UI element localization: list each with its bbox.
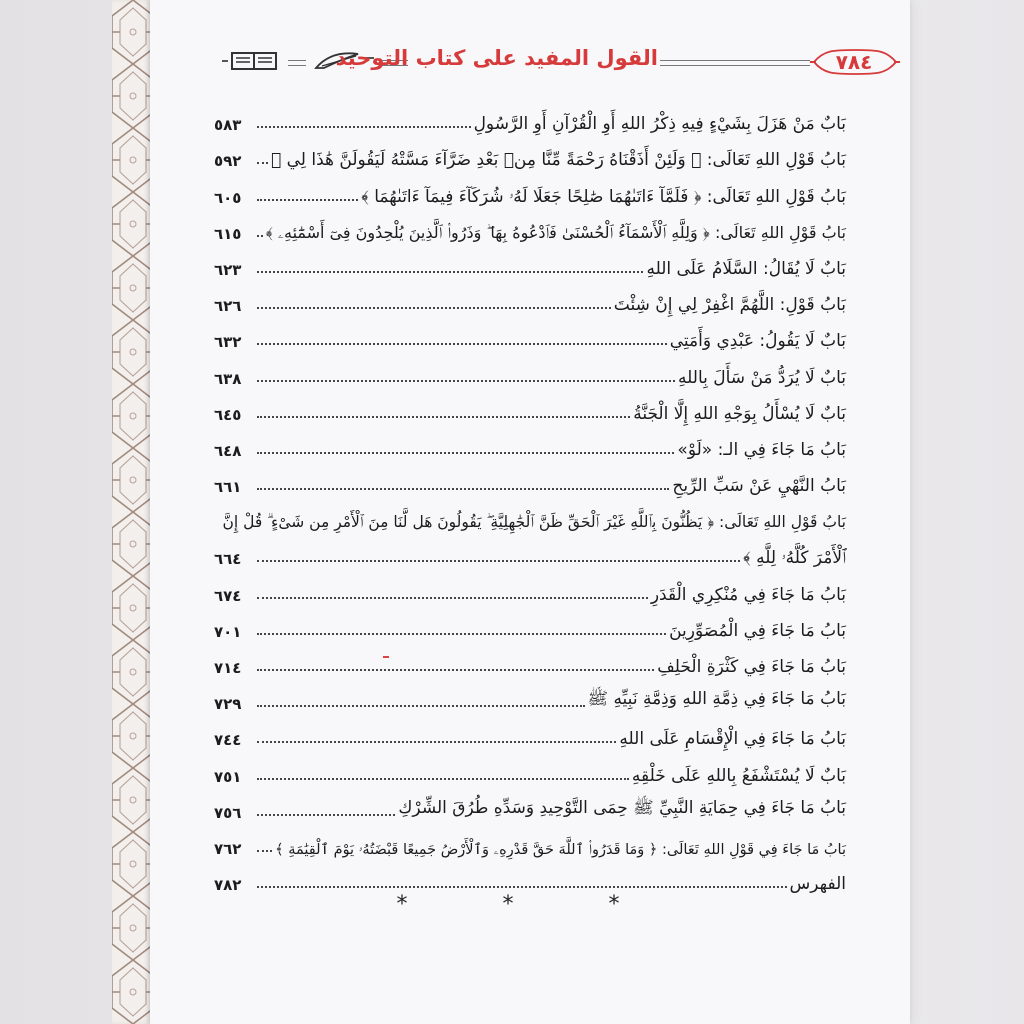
toc-entry-page: ٦٢٦ xyxy=(214,297,242,316)
page-number: ٧٨٤ xyxy=(835,50,873,74)
toc-entry-page: ٧٨٢ xyxy=(214,876,242,895)
toc-entry-page: ٦٠٥ xyxy=(214,188,242,207)
dot-leader xyxy=(257,704,585,707)
toc-entry xyxy=(214,460,846,496)
toc-entry-page: ٥٩٢ xyxy=(214,152,242,171)
toc-entry-title: بَابُ مَا جَاءَ فِي قَوْلِ اللهِ تَعَالَى: ﴿ وَمَا قَدَرُوا۟ ٱللَّهَ حَقَّ قَدْرِهِۦ وَٱلْأَرْضُ جَمِيعًا قَبْضَتُهُۥ يَوْمَ ٱلْقِيَٰمَةِ ﴾ xyxy=(275,841,846,858)
page-number-badge xyxy=(810,48,900,76)
toc-entry-title: بَابُ قَوْلِ اللهِ تَعَالَى: ﴿ يَظُنُّونَ بِٱللَّهِ غَيْرَ ٱلْحَقِّ ظَنَّ ٱلْجَٰهِلِيَّةِ ۖ يَقُولُونَ هَل لَّنَا مِنَ ٱلْأَمْرِ مِن شَىْءٍ ۗ قُلْ إِنَّ xyxy=(222,513,846,532)
toc-entry xyxy=(214,279,846,315)
toc-entry xyxy=(214,822,846,858)
header-rule-left xyxy=(288,60,306,66)
toc-entry xyxy=(214,424,846,460)
dot-leader xyxy=(257,451,674,454)
toc-entry xyxy=(214,605,846,641)
toc-entry-page: ٦٦١ xyxy=(214,478,242,497)
dot-leader xyxy=(257,596,648,599)
toc-entry-title: بَابٌ لَا يَقُولُ: عَبْدِي وَأَمَتِي xyxy=(669,331,846,352)
table-of-contents xyxy=(214,98,846,894)
toc-entry-page: ٧٦٢ xyxy=(214,839,242,858)
toc-entry xyxy=(214,315,846,351)
toc-entry xyxy=(214,677,846,713)
toc-entry xyxy=(214,568,846,604)
dot-leader xyxy=(257,559,740,562)
toc-entry-page: ٧٥٦ xyxy=(214,803,242,822)
dot-leader xyxy=(257,849,272,852)
toc-entry-title: بَابُ مَا جَاءَ فِي كَثْرَةِ الْحَلِفِ xyxy=(657,657,846,677)
dot-leader xyxy=(257,198,358,201)
toc-entry xyxy=(214,496,846,532)
dot-leader xyxy=(257,342,667,345)
toc-entry-page: ٦٦٤ xyxy=(214,550,242,569)
dot-leader xyxy=(257,668,654,671)
toc-entry-page: ٦٤٨ xyxy=(214,441,242,460)
dot-leader xyxy=(257,234,263,237)
dot-leader xyxy=(257,379,675,382)
toc-entry-title: بَابُ قَوْلِ اللهِ تَعَالَى: ﴿ فَلَمَّآ ءَاتَىٰهُمَا صَٰلِحًا جَعَلَا لَهُۥ شُرَكَآءَ فِيمَآ ءَاتَىٰهُمَا ﴾ xyxy=(361,186,846,207)
geometric-pattern-icon xyxy=(112,0,154,1024)
toc-entry-title: بَابُ مَا جَاءَ فِي الْإِقْسَامِ عَلَى اللهِ xyxy=(619,729,846,750)
toc-entry-title: بَابٌ مَنْ هَزَلَ بِشَيْءٍ فِيهِ ذِكْرُ اللهِ أَوِ الْقُرْآنِ أَوِ الرَّسُولِ xyxy=(473,114,846,135)
toc-entry xyxy=(214,532,846,568)
toc-entry-title: بَابُ مَا جَاءَ فِي الـ: «لَوْ» xyxy=(677,439,846,460)
toc-entry-page: ٦٢٣ xyxy=(214,260,242,279)
toc-entry-page: ٧٠١ xyxy=(214,622,242,641)
toc-entry-title: بَابُ قَوْلِ: اللَّهُمَّ اغْفِرْ لِي إِنْ شِئْتَ xyxy=(613,295,846,316)
dot-leader xyxy=(257,813,395,816)
toc-entry-title: بَابٌ لَا يُسْتَشْفَعُ بِاللهِ عَلَى خَلْقِهِ xyxy=(631,765,846,786)
dot-leader xyxy=(257,740,616,743)
toc-entry xyxy=(214,713,846,749)
toc-entry-title: بَابٌ لَا يُسْأَلُ بِوَجْهِ اللهِ إِلَّا الْجَنَّةُ xyxy=(633,403,846,424)
toc-entry-title: بَابُ قَوْلِ اللهِ تَعَالَى: ﴿ وَلَئِنْ أَذَقْنَاهُ رَحْمَةً مِّنَّا مِنۢ بَعْدِ ضَرَّآءَ مَسَّتْهُ لَيَقُولَنَّ هَٰذَا لِي ﴾ xyxy=(271,150,846,171)
toc-entry-title: بَابٌ لَا يُرَدُّ مَنْ سَأَلَ بِاللهِ xyxy=(678,367,846,388)
toc-entry-title: ٱلْأَمْرَ كُلَّهُۥ لِلَّهِ ﴾ xyxy=(743,548,846,569)
toc-entry xyxy=(214,351,846,387)
toc-entry xyxy=(214,786,846,822)
toc-entry xyxy=(214,388,846,424)
toc-entry xyxy=(214,98,846,134)
toc-entry-title: بَابُ مَا جَاءَ فِي حِمَايَةِ النَّبِيِّ ﷺ حِمَى التَّوْحِيدِ وَسَدِّهِ طُرُقَ الشِّرْكِ xyxy=(398,797,846,818)
toc-entry-title: الفهرس xyxy=(789,874,846,895)
header-rule-right xyxy=(660,60,810,66)
dot-leader xyxy=(257,632,666,635)
toc-entry-page: ٦٣٢ xyxy=(214,333,242,352)
book-page xyxy=(150,0,910,1024)
page-header xyxy=(220,44,873,80)
toc-entry-page: ٧٤٤ xyxy=(214,731,242,750)
toc-entry-page: ٦٤٥ xyxy=(214,405,242,424)
dot-leader xyxy=(257,415,630,418)
book-spine-pattern xyxy=(112,0,154,1024)
toc-entry xyxy=(214,243,846,279)
toc-entry-page: ٧٢٩ xyxy=(214,695,242,714)
toc-entry xyxy=(214,207,846,243)
toc-entry xyxy=(214,170,846,206)
toc-entry-page: ٦١٥ xyxy=(214,224,242,243)
toc-entry-page: ٧٥١ xyxy=(214,767,242,786)
toc-entry-title: بَابُ مَا جَاءَ فِي مُنْكِرِي الْقَدَرِ xyxy=(650,584,846,605)
dot-leader xyxy=(257,270,643,273)
toc-entry-page: ٥٨٣ xyxy=(214,116,242,135)
dot-leader xyxy=(257,487,669,490)
toc-entry-title: بَابُ مَا جَاءَ فِي ذِمَّةِ اللهِ وَذِمَّةِ نَبِيِّهِ ﷺ xyxy=(587,689,846,710)
dot-leader xyxy=(257,777,629,780)
toc-entry-title: بَابُ النَّهْيِ عَنْ سَبِّ الرِّيحِ xyxy=(672,476,846,497)
toc-entry xyxy=(214,641,846,677)
toc-entry xyxy=(214,134,846,170)
toc-entry-page: ٦٣٨ xyxy=(214,369,242,388)
toc-entry-page: ٧١٤ xyxy=(214,659,242,677)
toc-entry-title: بَابُ مَا جَاءَ فِي الْمُصَوِّرِينَ xyxy=(669,620,846,641)
toc-entry-title: بَابٌ لَا يُقَالُ: السَّلَامُ عَلَى اللهِ xyxy=(646,258,846,279)
toc-entry-title: بَابُ قَوْلِ اللهِ تَعَالَى: ﴿ وَلِلَّهِ ٱلْأَسْمَآءُ ٱلْحُسْنَىٰ فَٱدْعُوهُ بِهَا ۖ وَذَرُوا۟ ٱلَّذِينَ يُلْحِدُونَ فِىٓ أَسْمَٰٓئِهِۦ ﴾ xyxy=(265,222,846,242)
dot-leader xyxy=(257,125,471,128)
red-mark xyxy=(383,656,389,658)
toc-entry-page: ٦٧٤ xyxy=(214,586,242,605)
toc-entry xyxy=(214,749,846,785)
dot-leader xyxy=(257,885,787,888)
dot-leader xyxy=(257,306,611,309)
end-marks: * * * xyxy=(396,892,664,917)
dot-leader xyxy=(257,161,268,164)
book-icon xyxy=(220,50,280,76)
toc-entry xyxy=(214,858,846,894)
book-title: القول المفيد على كتاب التوحيد xyxy=(335,46,658,70)
